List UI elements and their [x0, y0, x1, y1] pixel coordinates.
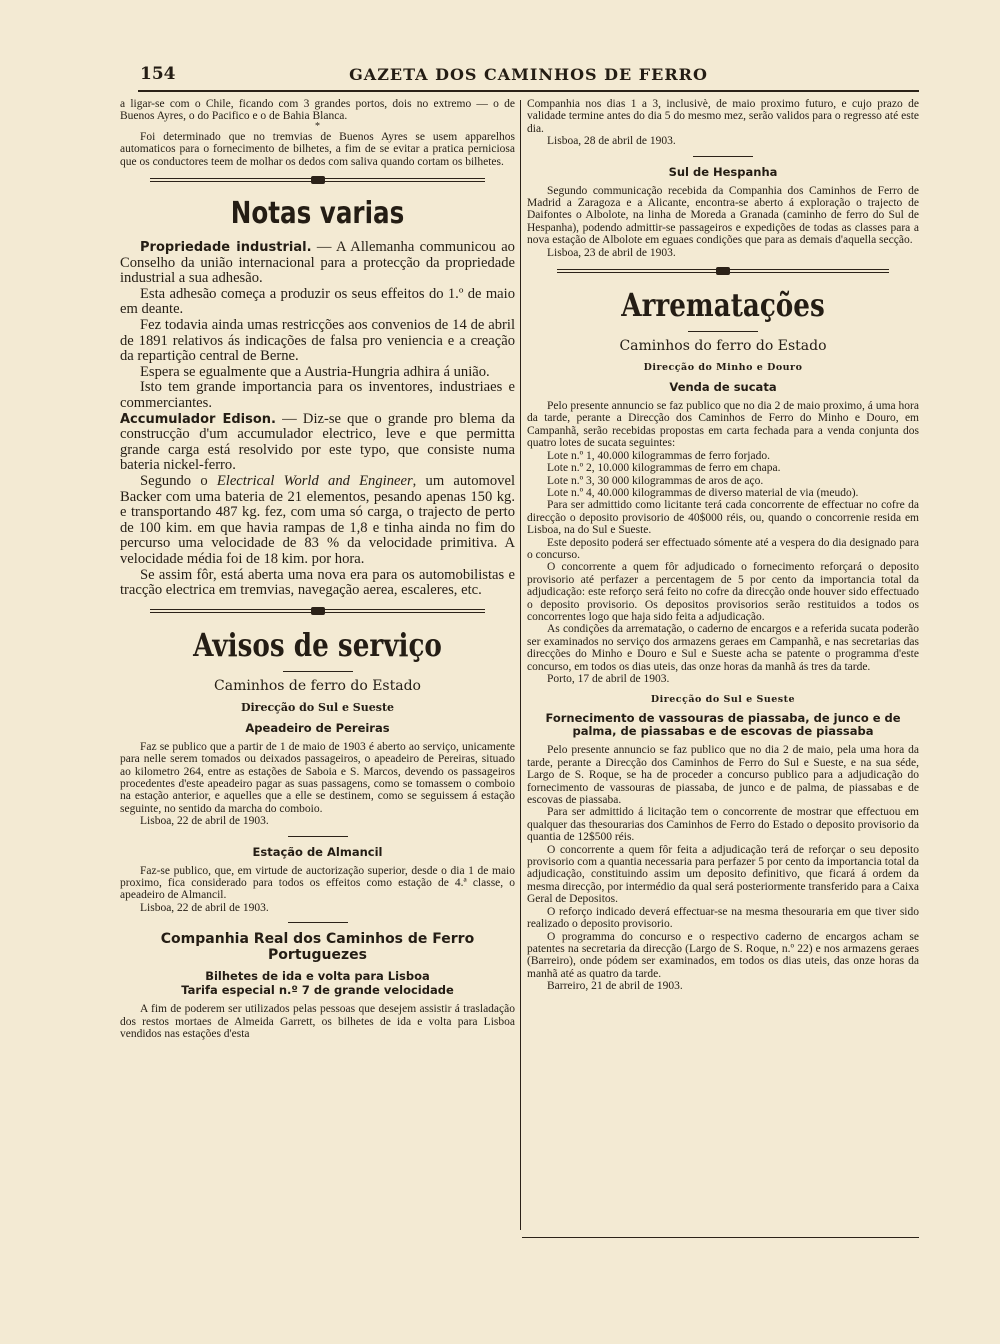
pereiras-heading: Apeadeiro de Pereiras — [245, 720, 390, 735]
lote-1: Lote n.º 1, 40.000 kilogrammas de ferro forjado. — [547, 449, 770, 462]
propriedade-paragraph-5: Isto tem grande importancia para os inventores, industriaes e commerciantes. — [120, 379, 515, 411]
sul-hespanha-body: Segundo communicação recebida da Companhia dos Caminhos de Ferro de Madrid a Zaragoza e a Alicante, encontra-se aberto á exploração o trajecto de Daifontes o Albolote, na linha de Moreda a Granada (caminho de ferro do Sul de Hespanha), podendo admittir-se passageiros e expedições de todas as classes para a nova estação de Albolote em eguaes condições que para as demais d'aquella secção. — [527, 184, 919, 247]
almancil-body: Faz-se publico, que, em virtude de auctorização superior, desde o dia 1 de maio proximo, fica considerado para todos os effeitos como estação de 4.ª classe, o apeadeiro de Almancil. — [120, 864, 515, 902]
fornecimento-paragraph-1: Pelo presente annuncio se faz publico que no dia 2 de maio, pela uma hora da tarde, perante a Direcção dos Caminhos de Ferro do Sul e Sueste, e na sua séde, Largo de S. Roque, se ha de proceder a concurso publico para a adjudicação do fornecimento de vassouras de piassaba, de junco e de palma, de piassabas e de escovas de piassaba. — [527, 744, 919, 807]
notas-varias-title: Notas varias — [230, 196, 405, 232]
continuation-paragraph: Companhia nos dias 1 a 3, inclusivè, de maio proximo futuro, e cujo prazo de validade termine antes do dia 5 do mesmo mez, serão validos para o regresso até este dia. — [527, 98, 919, 135]
page-header — [138, 64, 919, 90]
page-number: 154 — [140, 64, 176, 84]
asterisk-separator: * — [315, 120, 320, 132]
arrematacoes-title: Arrematações — [621, 286, 825, 325]
accumulador-heading: Accumulador Edison. — [120, 411, 276, 427]
short-rule — [688, 331, 758, 332]
header-rule — [138, 90, 919, 92]
fornecimento-signature: Barreiro, 21 de abril de 1903. — [547, 980, 683, 993]
tarifa-subheading: Tarifa especial n.º 7 de grande velocidade — [181, 983, 454, 998]
companhia-real-heading: Companhia Real dos Caminhos de Ferro Portuguezes — [160, 931, 475, 964]
fornecimento-paragraph-5: O programma do concurso e o respectivo caderno de encargos acham se patentes na secretaria da direcção (Largo de S. Roque, n.º 22) e nos armazens geraes (Barreiro), onde pódem ser examinados, em todos os dias uteis, das onze horas da manhã até as quatro da tarde. — [527, 930, 919, 980]
journal-name: Electrical World and Engineer — [216, 472, 413, 489]
arrematacoes-section-title: Caminhos do ferro do Estado — [619, 338, 827, 355]
left-column — [120, 98, 515, 1233]
continuation-signature: Lisboa, 28 de abril de 1903. — [547, 135, 676, 148]
ornament-divider — [150, 607, 485, 617]
fornecimento-paragraph-3: O concorrente a quem fôr feita a adjudicação terá de reforçar o seu deposito provisorio com a quantia necessaria para perfazer 5 por cento da importancia total da adjudicação, constituindo assim um deposito definitivo, que ficará á ordem da mesma direcção, por intermédio da qual será posteriormente transferido para a Caixa Geral de Depositos. — [527, 843, 919, 906]
ornament-divider — [150, 176, 485, 186]
right-column — [527, 98, 919, 1233]
pereiras-body: Faz se publico que a partir de 1 de maio de 1903 é aberto ao serviço, unicamente para nelle serem tomados ou deixados passageiros, o apeadeiro de Pereiras, situado ao kilometro 264, entre as estações de Saboia e S. Marcos, devendo os passageiros procedentes d'este apeadeiro pagar as suas passagens, como se tomassem o comboio na estação anterior, e aquelles que a elle se destinem, como se seguissem á estação seguinte, no sentido da marcha do comboio. — [120, 740, 515, 815]
venda-paragraph-1: Pelo presente annuncio se faz publico que no dia 2 de maio proximo, á uma hora da tarde, perante a Direcção dos Caminhos de Ferro do Minho e Douro, em Campanhã, serão recebidas propostas em carta fechada para a venda conjunta dos quatro lotes de sucata seguintes: — [527, 400, 919, 450]
lote-4: Lote n.º 4, 40.000 kilogrammas de diverso material de via (meudo). — [547, 486, 859, 499]
accumulador-paragraph-3: Se assim fôr, está aberta uma nova era para os automobilistas e tracção electrica em tremvias, navegação aerea, escaleres, etc. — [120, 566, 515, 599]
accumulador-text-1: — Diz-se que o grande pro blema da construcção d'um accumulador electrico, leve e que permitta grande carga está resolvido por este typo, que consiste numa bateria nickel-ferro. — [120, 410, 515, 474]
accumulador-paragraph-1 — [120, 412, 515, 474]
short-rule — [288, 836, 348, 837]
short-rule — [283, 671, 353, 672]
lote-2: Lote n.º 2, 10.000 kilogrammas de ferro em chapa. — [547, 462, 781, 475]
bottom-rule — [522, 1237, 919, 1238]
fornecimento-paragraph-2: Para ser admittido á licitação tem o concorrente de mostrar que effectuou em qualquer das thesourarias dos Caminhos de Ferro do Estado o deposito provisorio da quantia de 12$500 réis. — [527, 806, 919, 844]
venda-paragraph-2: Para ser admittido como licitante terá cada concorrente de effectuar no cofre da direcção o deposito provisorio de 40$000 réis, ou, quando o concorrenie resida em Lisboa, na do Sul e Sueste. — [527, 499, 919, 537]
avisos-servico-title: Avisos de serviço — [193, 625, 442, 664]
short-rule — [288, 922, 348, 923]
propriedade-paragraph-1 — [120, 240, 515, 287]
propriedade-paragraph-3: Fez todavia ainda umas restricções aos convenios de 14 de abril de 1891 relativos ás indicações de falsa pro veniencia e a creação da repartição central de Berne. — [120, 317, 515, 365]
sul-sueste-direccao: Direcção do Sul e Sueste — [650, 694, 796, 706]
almancil-signature: Lisboa, 22 de abril de 1903. — [140, 901, 269, 914]
accumulador-text-2b: , um automovel Backer com uma bateria de 21 elementos, pesando apenas 150 kg. e transportando 487 kg. fez, com uma só carga, o trajecto de perto de 100 kim. em que havia rampas de 1,8 e tinha ainda no fim do percurso uma velocidade de 83 % da velocidade primitiva. A velocidade média foi de 18 kim. por hora. — [120, 472, 515, 567]
accumulador-paragraph-2 — [120, 474, 515, 568]
ornament-icon — [716, 267, 730, 275]
venda-sucata-heading: Venda de sucata — [669, 380, 777, 395]
publication-title: GAZETA DOS CAMINHOS DE FERRO — [349, 65, 708, 84]
almancil-heading: Estação de Almancil — [252, 844, 383, 859]
pereiras-signature: Lisboa, 22 de abril de 1903. — [140, 815, 269, 828]
ornament-divider — [557, 267, 889, 277]
ornament-icon — [311, 607, 325, 615]
intro-paragraph-1: a ligar-se com o Chile, ficando com 3 grandes portos, dois no extremo — o de Buenos Ayres, o do Pacifico e o de Bahia Blanca. — [120, 98, 515, 123]
fornecimento-heading: Fornecimento de vassouras de piassaba, de junco e de palma, de piassabas e de escovas de piassaba — [545, 711, 901, 739]
sul-hespanha-heading: Sul de Hespanha — [668, 164, 778, 179]
venda-paragraph-4: O concorrente a quem fôr adjudicado o fornecimento reforçará o deposito provisorio até perfazer a percentagem de 5 por cento da importancia total da adjudicação: este reforço será feito no cofre da direcção onde houver sido effectuado o deposito provisorio. Os depositos provisorios serão restituidos a todos os concorrentes logo que haja sido feita a adjudicação. — [527, 561, 919, 623]
venda-paragraph-5: As condições da arrematação, o caderno de encargos e a referida sucata poderão ser examinados no serviço dos armazens geraes em Campanhã, e nas secretarias das direcções do Minho e Douro e Sul e Sueste acha se patente o programma d'este concurso, em todos os dias uteis, das onze horas da manhã ás tres da tarde. — [527, 623, 919, 673]
bilhetes-subheading: Bilhetes de ida e volta para Lisboa — [205, 969, 430, 984]
accumulador-text-2a: Segundo o — [140, 472, 217, 489]
venda-signature: Porto, 17 de abril de 1903. — [547, 673, 670, 685]
propriedade-text-1: — A Allemanha communicou ao Conselho da união internacional para a protecção da propriedade industrial a sua adhesão. — [120, 239, 515, 287]
sul-hespanha-signature: Lisboa, 23 de abril de 1903. — [547, 246, 676, 259]
fornecimento-paragraph-4: O reforço indicado deverá effectuar-se na mesma thesouraria em que tiver sido realizado o deposito provisorio. — [527, 905, 919, 931]
companhia-real-body: A fim de poderem ser utilizados pelas pessoas que desejem assistir á trasladação dos restos mortaes de Almeida Garrett, os bilhetes de ida e volta para Lisboa vendidos nas estações d'esta — [120, 1003, 515, 1040]
lote-3: Lote n.º 3, 30 000 kilogrammas de aros de aço. — [547, 474, 764, 487]
short-rule — [693, 156, 753, 157]
propriedade-paragraph-4: Espera se egualmente que a Austria-Hungria adhira á união. — [140, 363, 490, 380]
intro-paragraph-2: Foi determinado que no tremvias de Buenos Ayres se usem apparelhos automaticos para o fornecimento de bilhetes, a fim de se evitar a pratica perniciosa que os conductores teem de molhar os dedos com saliva quando cortam os bilhetes. — [120, 130, 515, 168]
avisos-direccao: Direcção do Sul e Sueste — [240, 700, 395, 714]
minho-douro-direccao: Direcção do Minho e Douro — [643, 362, 803, 374]
avisos-section-title: Caminhos de ferro do Estado — [214, 677, 421, 694]
venda-paragraph-3: Este deposito poderá ser effectuado sómente até a vespera do dia designado para o concurso. — [527, 536, 919, 561]
propriedade-paragraph-2: Esta adhesão começa a produzir os seus effeitos do 1.º de maio em deante. — [120, 285, 515, 318]
ornament-icon — [311, 176, 325, 184]
column-divider — [520, 100, 521, 1230]
propriedade-heading: Propriedade industrial. — [140, 240, 312, 256]
